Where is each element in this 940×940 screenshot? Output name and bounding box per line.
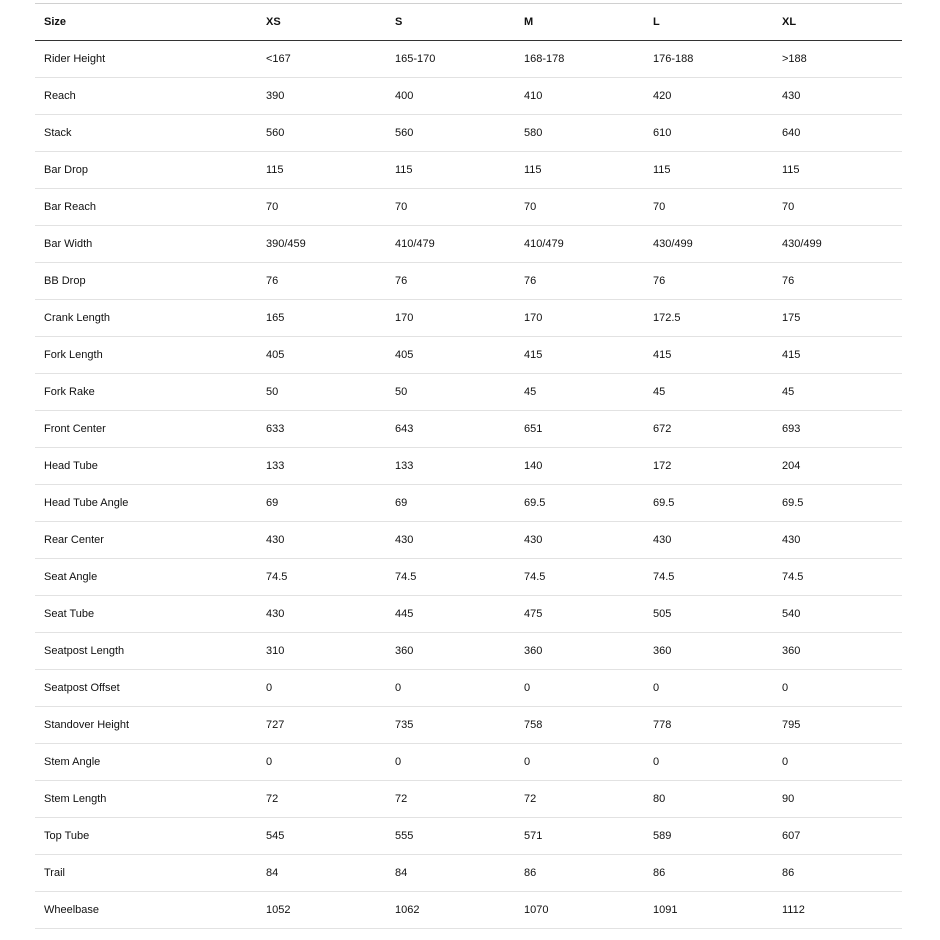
- row-label: Rear Center: [35, 522, 266, 559]
- table-cell: 70: [395, 189, 524, 226]
- row-label: Fork Rake: [35, 374, 266, 411]
- table-row: [35, 189, 902, 226]
- table-body: [35, 41, 902, 929]
- column-header-xs: XS: [266, 4, 395, 41]
- table-row: [35, 41, 902, 78]
- table-cell: 430: [524, 522, 653, 559]
- table-cell: 45: [653, 374, 782, 411]
- table-cell: 560: [266, 115, 395, 152]
- row-label: Top Tube: [35, 818, 266, 855]
- header-row: [35, 4, 902, 41]
- row-label: Trail: [35, 855, 266, 892]
- table-cell: 80: [653, 781, 782, 818]
- table-cell: 76: [782, 263, 902, 300]
- table-cell: 74.5: [782, 559, 902, 596]
- table-row: [35, 633, 902, 670]
- table-cell: 133: [395, 448, 524, 485]
- table-cell: 410/479: [524, 226, 653, 263]
- table-row: [35, 448, 902, 485]
- table-cell: 69.5: [524, 485, 653, 522]
- row-label: Standover Height: [35, 707, 266, 744]
- row-label: Crank Length: [35, 300, 266, 337]
- table-cell: 84: [266, 855, 395, 892]
- table-cell: 0: [782, 744, 902, 781]
- table-cell: 70: [524, 189, 653, 226]
- table-cell: 0: [524, 670, 653, 707]
- table-cell: 176-188: [653, 41, 782, 78]
- table-row: [35, 892, 902, 929]
- table-cell: 571: [524, 818, 653, 855]
- table-cell: 45: [782, 374, 902, 411]
- table-row: [35, 670, 902, 707]
- table-cell: 430/499: [782, 226, 902, 263]
- row-label: Stem Angle: [35, 744, 266, 781]
- table-row: [35, 559, 902, 596]
- table-cell: 360: [653, 633, 782, 670]
- table-cell: 693: [782, 411, 902, 448]
- table-cell: 405: [395, 337, 524, 374]
- table-row: [35, 522, 902, 559]
- table-cell: 778: [653, 707, 782, 744]
- column-header-size: Size: [35, 4, 266, 41]
- column-header-s: S: [395, 4, 524, 41]
- table-cell: 76: [395, 263, 524, 300]
- table-row: [35, 744, 902, 781]
- table-cell: 0: [653, 744, 782, 781]
- table-cell: 555: [395, 818, 524, 855]
- table-cell: 168-178: [524, 41, 653, 78]
- row-label: Rider Height: [35, 41, 266, 78]
- table-cell: 410: [524, 78, 653, 115]
- table-cell: 74.5: [653, 559, 782, 596]
- table-cell: 610: [653, 115, 782, 152]
- table-cell: 390: [266, 78, 395, 115]
- row-label: BB Drop: [35, 263, 266, 300]
- table-cell: 430: [653, 522, 782, 559]
- table-cell: 115: [266, 152, 395, 189]
- table-cell: 115: [524, 152, 653, 189]
- row-label: Seatpost Offset: [35, 670, 266, 707]
- table-cell: 505: [653, 596, 782, 633]
- table-row: [35, 485, 902, 522]
- table-cell: 165: [266, 300, 395, 337]
- table-cell: 475: [524, 596, 653, 633]
- table-cell: 76: [266, 263, 395, 300]
- table-cell: 69: [266, 485, 395, 522]
- table-cell: 633: [266, 411, 395, 448]
- table-cell: 540: [782, 596, 902, 633]
- table-cell: 589: [653, 818, 782, 855]
- table-cell: 560: [395, 115, 524, 152]
- table-cell: 795: [782, 707, 902, 744]
- table-cell: 1091: [653, 892, 782, 929]
- row-label: Wheelbase: [35, 892, 266, 929]
- table-cell: 172: [653, 448, 782, 485]
- table-cell: 651: [524, 411, 653, 448]
- table-cell: 50: [266, 374, 395, 411]
- table-cell: 640: [782, 115, 902, 152]
- table-cell: 115: [653, 152, 782, 189]
- table-cell: 70: [653, 189, 782, 226]
- table-cell: 90: [782, 781, 902, 818]
- table-cell: <167: [266, 41, 395, 78]
- table-cell: 0: [524, 744, 653, 781]
- table-cell: 0: [653, 670, 782, 707]
- table-cell: 0: [395, 670, 524, 707]
- table-cell: 1062: [395, 892, 524, 929]
- table-cell: 74.5: [524, 559, 653, 596]
- table-cell: 390/459: [266, 226, 395, 263]
- table-cell: 74.5: [395, 559, 524, 596]
- row-label: Stack: [35, 115, 266, 152]
- row-label: Head Tube Angle: [35, 485, 266, 522]
- table-cell: 204: [782, 448, 902, 485]
- table-cell: 0: [782, 670, 902, 707]
- table-cell: 86: [782, 855, 902, 892]
- row-label: Seat Tube: [35, 596, 266, 633]
- table-cell: 405: [266, 337, 395, 374]
- table-cell: 172.5: [653, 300, 782, 337]
- table-cell: 400: [395, 78, 524, 115]
- table-cell: 758: [524, 707, 653, 744]
- table-cell: 430: [266, 596, 395, 633]
- table-cell: 430: [782, 522, 902, 559]
- table-cell: 175: [782, 300, 902, 337]
- table-cell: 310: [266, 633, 395, 670]
- table-cell: 170: [395, 300, 524, 337]
- table-cell: 360: [524, 633, 653, 670]
- table-row: [35, 226, 902, 263]
- table-row: [35, 707, 902, 744]
- table-cell: 415: [524, 337, 653, 374]
- table-row: [35, 818, 902, 855]
- table-row: [35, 263, 902, 300]
- table-cell: 45: [524, 374, 653, 411]
- table-cell: 1052: [266, 892, 395, 929]
- table-row: [35, 374, 902, 411]
- table-cell: 415: [782, 337, 902, 374]
- table-cell: 70: [266, 189, 395, 226]
- table-cell: 727: [266, 707, 395, 744]
- table-cell: 86: [653, 855, 782, 892]
- table-cell: 430: [266, 522, 395, 559]
- row-label: Seatpost Length: [35, 633, 266, 670]
- table-cell: 115: [395, 152, 524, 189]
- table-cell: 0: [266, 744, 395, 781]
- column-header-l: L: [653, 4, 782, 41]
- row-label: Bar Reach: [35, 189, 266, 226]
- table-cell: 607: [782, 818, 902, 855]
- table-row: [35, 337, 902, 374]
- row-label: Front Center: [35, 411, 266, 448]
- table-cell: 72: [524, 781, 653, 818]
- table-cell: 415: [653, 337, 782, 374]
- table-cell: 420: [653, 78, 782, 115]
- table-cell: >188: [782, 41, 902, 78]
- table-cell: 430/499: [653, 226, 782, 263]
- table-cell: 672: [653, 411, 782, 448]
- table-cell: 69.5: [782, 485, 902, 522]
- table-cell: 72: [266, 781, 395, 818]
- table-row: [35, 781, 902, 818]
- geometry-table: [35, 3, 902, 929]
- table-cell: 360: [782, 633, 902, 670]
- table-cell: 170: [524, 300, 653, 337]
- table-header: [35, 4, 902, 41]
- table-cell: 165-170: [395, 41, 524, 78]
- table-cell: 69.5: [653, 485, 782, 522]
- table-cell: 140: [524, 448, 653, 485]
- table-cell: 69: [395, 485, 524, 522]
- table-cell: 0: [266, 670, 395, 707]
- table-cell: 115: [782, 152, 902, 189]
- row-label: Bar Drop: [35, 152, 266, 189]
- table-cell: 580: [524, 115, 653, 152]
- column-header-xl: XL: [782, 4, 902, 41]
- table-row: [35, 152, 902, 189]
- table-cell: 50: [395, 374, 524, 411]
- table-row: [35, 411, 902, 448]
- table-cell: 84: [395, 855, 524, 892]
- table-row: [35, 300, 902, 337]
- table-cell: 545: [266, 818, 395, 855]
- table-cell: 430: [395, 522, 524, 559]
- table-cell: 410/479: [395, 226, 524, 263]
- row-label: Fork Length: [35, 337, 266, 374]
- table-cell: 1112: [782, 892, 902, 929]
- table-cell: 0: [395, 744, 524, 781]
- row-label: Seat Angle: [35, 559, 266, 596]
- table-cell: 360: [395, 633, 524, 670]
- row-label: Head Tube: [35, 448, 266, 485]
- table-cell: 76: [524, 263, 653, 300]
- table-cell: 430: [782, 78, 902, 115]
- table-cell: 445: [395, 596, 524, 633]
- table-row: [35, 855, 902, 892]
- table-cell: 72: [395, 781, 524, 818]
- row-label: Bar Width: [35, 226, 266, 263]
- column-header-m: M: [524, 4, 653, 41]
- table-row: [35, 596, 902, 633]
- table-cell: 643: [395, 411, 524, 448]
- table-cell: 735: [395, 707, 524, 744]
- table-cell: 86: [524, 855, 653, 892]
- table-cell: 74.5: [266, 559, 395, 596]
- table-cell: 1070: [524, 892, 653, 929]
- table-cell: 70: [782, 189, 902, 226]
- row-label: Stem Length: [35, 781, 266, 818]
- table-row: [35, 115, 902, 152]
- table-row: [35, 78, 902, 115]
- table-cell: 133: [266, 448, 395, 485]
- row-label: Reach: [35, 78, 266, 115]
- table-cell: 76: [653, 263, 782, 300]
